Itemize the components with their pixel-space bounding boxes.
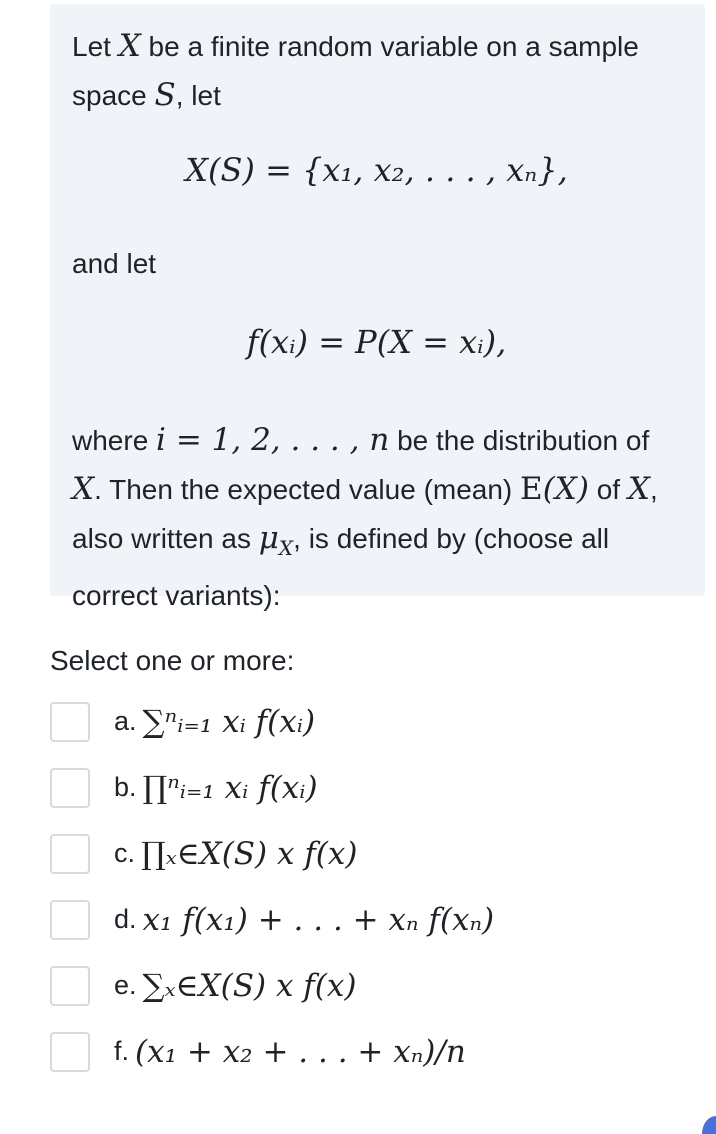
option-formula: ∏ₓ∈X(S) x f(x)	[141, 835, 358, 872]
option-b[interactable]	[50, 766, 690, 809]
option-letter: d.	[114, 904, 137, 934]
checkbox-e[interactable]	[50, 966, 90, 1006]
math-mu-x: $\mu_X$	[258, 520, 294, 561]
math-expectation-operator: E	[520, 471, 543, 507]
option-formula: (x₁ + x₂ + . . . + xₙ)/n	[135, 1033, 466, 1070]
answer-options	[50, 700, 690, 1096]
checkbox-c[interactable]	[50, 834, 90, 874]
display-equation-distribution: f(xᵢ) = P(X = xᵢ),	[246, 323, 507, 361]
math-var-x: X	[118, 28, 141, 64]
question-and-let: and let	[72, 248, 157, 279]
option-a[interactable]	[50, 700, 690, 743]
checkbox-a[interactable]	[50, 702, 90, 742]
option-letter: e.	[114, 970, 137, 1000]
math-index-range: i = 1, 2, . . . , n	[156, 422, 390, 458]
option-e[interactable]	[50, 964, 690, 1007]
select-prompt: Select one or more:	[50, 645, 295, 676]
question-text-box	[50, 4, 705, 612]
question-definition: where i = 1, 2, . . . , n be the distribution of X. Then the expected value (mean) E(X) of X, also written as $\mu_X$, is defined by (choose all correct variants):	[72, 422, 658, 612]
option-formula: ∑ⁿᵢ₌₁ xᵢ f(xᵢ)	[142, 703, 316, 740]
option-letter: a.	[114, 706, 137, 736]
math-expectation-arg: (X)	[542, 471, 589, 507]
math-var-x: X	[627, 471, 650, 507]
option-letter: f.	[114, 1036, 130, 1066]
option-c[interactable]	[50, 832, 690, 875]
option-formula: x₁ f(x₁) + . . . + xₙ f(xₙ)	[142, 901, 495, 938]
math-var-x: X	[72, 471, 95, 507]
option-formula: ∑ₓ∈X(S) x f(x)	[142, 967, 357, 1004]
option-d[interactable]	[50, 898, 690, 941]
math-var-s: S	[154, 77, 176, 113]
option-f[interactable]	[50, 1030, 690, 1073]
corner-accent-shape	[702, 1116, 716, 1134]
checkbox-b[interactable]	[50, 768, 90, 808]
checkbox-d[interactable]	[50, 900, 90, 940]
option-letter: b.	[114, 772, 137, 802]
checkbox-f[interactable]	[50, 1032, 90, 1072]
display-equation-range: X(S) = {x₁, x₂, . . . , xₙ},	[185, 151, 568, 189]
question-intro: Let X be a finite random variable on a sample space S, let	[72, 28, 639, 113]
option-formula: ∏ⁿᵢ₌₁ xᵢ f(xᵢ)	[142, 769, 318, 806]
option-letter: c.	[114, 838, 136, 868]
